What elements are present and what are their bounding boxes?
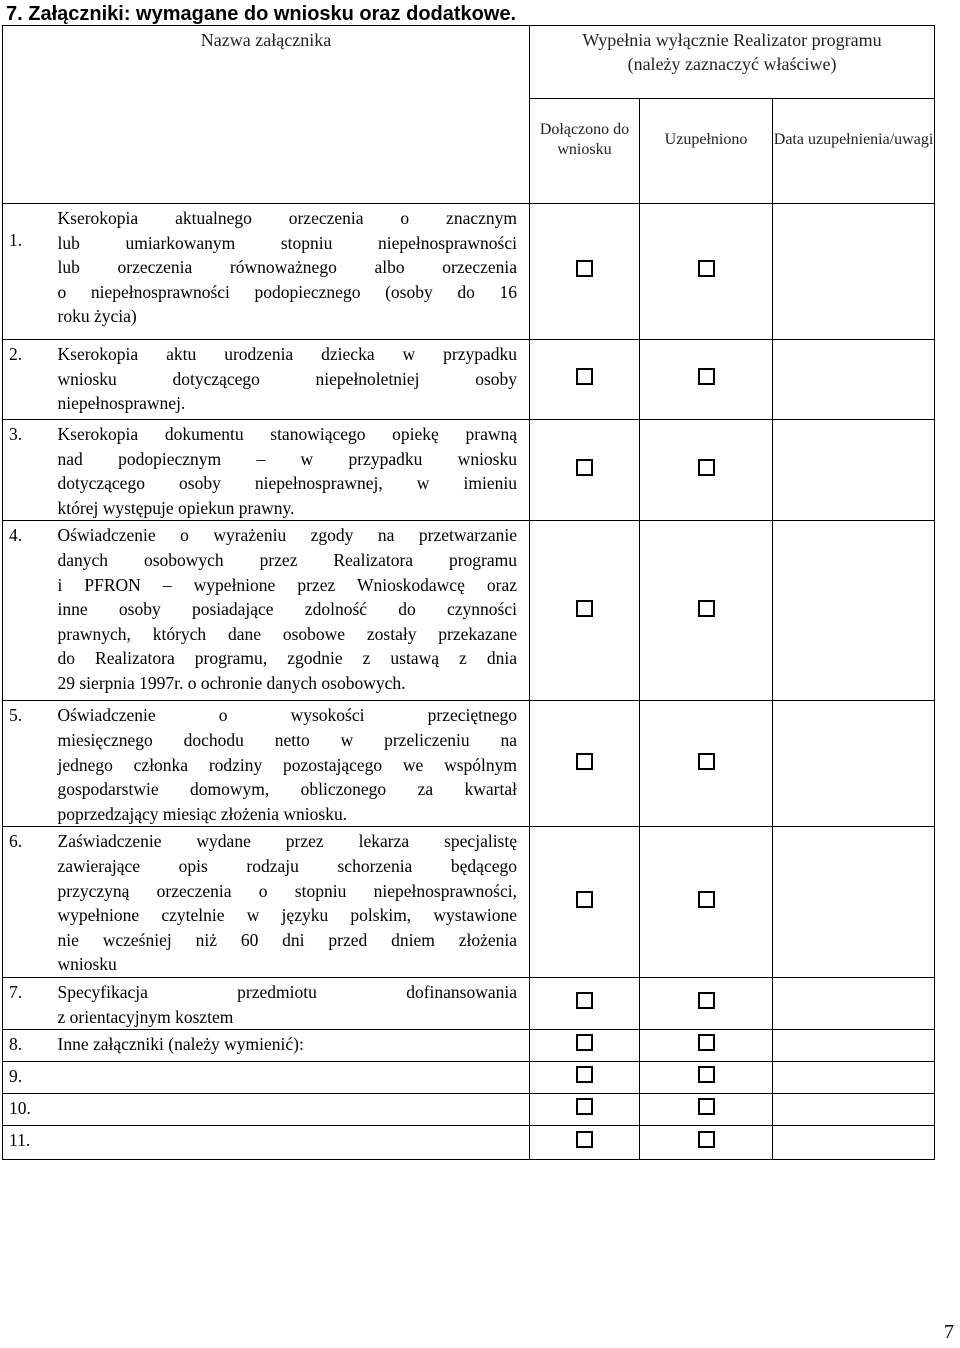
table-row bbox=[3, 420, 935, 521]
attachment-name-line: wniosku dotyczącego niepełnoletniej osoby bbox=[57, 368, 517, 389]
date-notes-cell[interactable] bbox=[773, 521, 935, 701]
attachment-name-line: danych osobowych przez Realizatora programu bbox=[57, 549, 517, 570]
attachment-name-line: Specyfikacja przedmiotu dofinansowania bbox=[57, 981, 517, 1002]
table-row bbox=[3, 827, 935, 978]
attached-checkbox-cell bbox=[530, 1062, 640, 1094]
attached-checkbox-cell bbox=[530, 1126, 640, 1160]
date-notes-cell[interactable] bbox=[773, 420, 935, 521]
row-number: 7. bbox=[3, 977, 58, 1029]
col-name-header: Nazwa załącznika bbox=[3, 26, 530, 204]
attached-checkbox-cell bbox=[530, 1094, 640, 1126]
completed-checkbox-cell bbox=[640, 1062, 773, 1094]
empty-checkbox-icon[interactable] bbox=[576, 368, 593, 385]
date-notes-cell[interactable] bbox=[773, 204, 935, 340]
table-row bbox=[3, 701, 935, 827]
realizator-header: Wypełnia wyłącznie Realizator programu (należy zaznaczyć właściwe) bbox=[530, 26, 935, 99]
date-notes-cell[interactable] bbox=[773, 1062, 935, 1094]
row-number: 5. bbox=[3, 701, 58, 827]
empty-checkbox-icon[interactable] bbox=[698, 992, 715, 1009]
table-row bbox=[3, 340, 935, 420]
attachment-name bbox=[58, 204, 530, 340]
attachment-name-line: Kserokopia aktualnego orzeczenia o znacznym bbox=[57, 208, 517, 228]
date-notes-cell[interactable] bbox=[773, 827, 935, 978]
attachment-name-line: Kserokopia aktu urodzenia dziecka w przypadku bbox=[57, 344, 517, 364]
attachment-name-line: jednego członka rodziny pozostającego we wspólnym bbox=[57, 754, 517, 775]
attachment-name-line: 29 sierpnia 1997r. o ochronie danych osobowych. bbox=[57, 672, 406, 693]
attachment-name-line: wypełnione czytelnie w języku polskim, wystawione bbox=[57, 905, 517, 926]
table-row bbox=[3, 977, 935, 1029]
attachment-name-line: Oświadczenie o wyrażeniu zgody na przetwarzanie bbox=[57, 525, 517, 546]
attachment-name bbox=[58, 1094, 530, 1126]
table-row bbox=[3, 1030, 935, 1062]
attachment-name-line: poprzedzający miesiąc złożenia wniosku. bbox=[57, 803, 348, 824]
attachment-name-line: lub orzeczenia równoważnego albo orzeczenia bbox=[57, 257, 517, 278]
attachment-name bbox=[58, 420, 530, 521]
attachment-name-line: przyczyną orzeczenia o stopniu niepełnosprawności, bbox=[57, 880, 517, 901]
completed-checkbox-cell bbox=[640, 1126, 773, 1160]
attachment-name-line: nie wcześniej niż 60 dni przed dniem złożenia bbox=[57, 929, 517, 950]
attachment-name-line: niepełnosprawnej. bbox=[57, 393, 186, 414]
completed-checkbox-cell bbox=[640, 1030, 773, 1062]
col-date-header: Data uzupełnienia/uwagi bbox=[773, 99, 935, 204]
table-row bbox=[3, 1094, 935, 1126]
attachment-name-line: gospodarstwie domowym, obliczonego za kwartał bbox=[57, 779, 517, 800]
header-row-1 bbox=[3, 26, 935, 99]
attached-checkbox-cell bbox=[530, 701, 640, 827]
attached-checkbox-cell bbox=[530, 340, 640, 420]
empty-checkbox-icon[interactable] bbox=[698, 1098, 715, 1115]
row-number: 10. bbox=[3, 1094, 58, 1126]
attachment-name-line: i PFRON – wypełnione przez Wnioskodawcę oraz bbox=[57, 574, 517, 595]
completed-checkbox-cell bbox=[640, 340, 773, 420]
row-number: 3. bbox=[3, 420, 58, 521]
empty-checkbox-icon[interactable] bbox=[576, 1034, 593, 1051]
table-row bbox=[3, 1062, 935, 1094]
attachment-name bbox=[58, 521, 530, 701]
row-number: 1. bbox=[3, 204, 58, 340]
empty-checkbox-icon[interactable] bbox=[698, 600, 715, 617]
attachment-name-line: dotyczącego osoby niepełnosprawnej, w imieniu bbox=[57, 473, 517, 494]
attachment-name bbox=[58, 1030, 530, 1062]
attachment-name-line: prawnych, których dane osobowe zostały przekazane bbox=[57, 623, 517, 644]
date-notes-cell[interactable] bbox=[773, 701, 935, 827]
attachment-name bbox=[58, 1062, 530, 1094]
attached-checkbox-cell bbox=[530, 420, 640, 521]
table-row bbox=[3, 1126, 935, 1160]
date-notes-cell[interactable] bbox=[773, 1030, 935, 1062]
empty-checkbox-icon[interactable] bbox=[698, 1131, 715, 1148]
empty-checkbox-icon[interactable] bbox=[576, 459, 593, 476]
attachment-name-line: lub umiarkowanym stopniu niepełnosprawności bbox=[57, 232, 517, 253]
date-notes-cell[interactable] bbox=[773, 340, 935, 420]
completed-checkbox-cell bbox=[640, 827, 773, 978]
completed-checkbox-cell bbox=[640, 977, 773, 1029]
attachment-name bbox=[58, 1126, 530, 1160]
attachment-name bbox=[58, 340, 530, 420]
completed-checkbox-cell bbox=[640, 420, 773, 521]
attachment-name-line: z orientacyjnym kosztem bbox=[57, 1006, 234, 1027]
date-notes-cell[interactable] bbox=[773, 977, 935, 1029]
table-row bbox=[3, 204, 935, 340]
attachment-name-line: do Realizatora programu, zgodnie z ustawą z dnia bbox=[57, 648, 517, 669]
row-number: 8. bbox=[3, 1030, 58, 1062]
attachment-name-line: zawierające opis rodzaju schorzenia będącego bbox=[57, 855, 517, 876]
empty-checkbox-icon[interactable] bbox=[576, 891, 593, 908]
attachment-name-line: roku życia) bbox=[57, 306, 137, 327]
page-number: 7 bbox=[944, 1321, 954, 1343]
attached-checkbox-cell bbox=[530, 521, 640, 701]
completed-checkbox-cell bbox=[640, 521, 773, 701]
empty-checkbox-icon[interactable] bbox=[698, 368, 715, 385]
row-number: 2. bbox=[3, 340, 58, 420]
empty-checkbox-icon[interactable] bbox=[576, 1066, 593, 1083]
empty-checkbox-icon[interactable] bbox=[698, 1066, 715, 1083]
empty-checkbox-icon[interactable] bbox=[576, 1131, 593, 1148]
attachment-name-line: inne osoby posiadające zdolność do czynności bbox=[57, 599, 517, 620]
row-number: 11. bbox=[3, 1126, 58, 1160]
attached-checkbox-cell bbox=[530, 827, 640, 978]
attachment-name-line: Kserokopia dokumentu stanowiącego opiekę prawną bbox=[57, 424, 517, 444]
attachment-name-line: wniosku bbox=[57, 954, 117, 975]
completed-checkbox-cell bbox=[640, 204, 773, 340]
attached-checkbox-cell bbox=[530, 977, 640, 1029]
empty-checkbox-icon[interactable] bbox=[576, 260, 593, 277]
col-completed-header: Uzupełniono bbox=[640, 99, 773, 204]
attached-checkbox-cell bbox=[530, 204, 640, 340]
completed-checkbox-cell bbox=[640, 701, 773, 827]
empty-checkbox-icon[interactable] bbox=[576, 600, 593, 617]
attachment-name bbox=[58, 701, 530, 827]
attachment-name bbox=[58, 977, 530, 1029]
attachment-name-line: miesięcznego dochodu netto w przeliczeniu na bbox=[57, 729, 517, 750]
date-notes-cell[interactable] bbox=[773, 1094, 935, 1126]
attachments-table bbox=[2, 25, 935, 1160]
attachment-name-line: o niepełnosprawności podopiecznego (osoby do 16 bbox=[57, 281, 517, 302]
row-number: 6. bbox=[3, 827, 58, 978]
attachment-name-line: Oświadczenie o wysokości przeciętnego bbox=[57, 705, 517, 726]
date-notes-cell[interactable] bbox=[773, 1126, 935, 1160]
completed-checkbox-cell bbox=[640, 1094, 773, 1126]
attachment-name-line: Zaświadczenie wydane przez lekarza specjalistę bbox=[57, 831, 517, 852]
empty-checkbox-icon[interactable] bbox=[698, 260, 715, 277]
empty-checkbox-icon[interactable] bbox=[698, 753, 715, 770]
attachment-name-line: nad podopiecznym – w przypadku wniosku bbox=[57, 448, 517, 469]
attached-checkbox-cell bbox=[530, 1030, 640, 1062]
attachment-name-line: której występuje opiekun prawny. bbox=[57, 497, 295, 518]
empty-checkbox-icon[interactable] bbox=[698, 1034, 715, 1051]
row-number: 4. bbox=[3, 521, 58, 701]
section-heading: 7. Załączniki: wymagane do wniosku oraz dodatkowe. bbox=[6, 3, 517, 25]
table-row bbox=[3, 521, 935, 701]
empty-checkbox-icon[interactable] bbox=[576, 753, 593, 770]
attachment-name bbox=[58, 827, 530, 978]
empty-checkbox-icon[interactable] bbox=[698, 459, 715, 476]
empty-checkbox-icon[interactable] bbox=[576, 1098, 593, 1115]
empty-checkbox-icon[interactable] bbox=[576, 992, 593, 1009]
col-attached-header: Dołączono do wniosku bbox=[530, 99, 640, 204]
row-number: 9. bbox=[3, 1062, 58, 1094]
empty-checkbox-icon[interactable] bbox=[698, 891, 715, 908]
attachment-name-line: Inne załączniki (należy wymienić): bbox=[57, 1034, 304, 1055]
